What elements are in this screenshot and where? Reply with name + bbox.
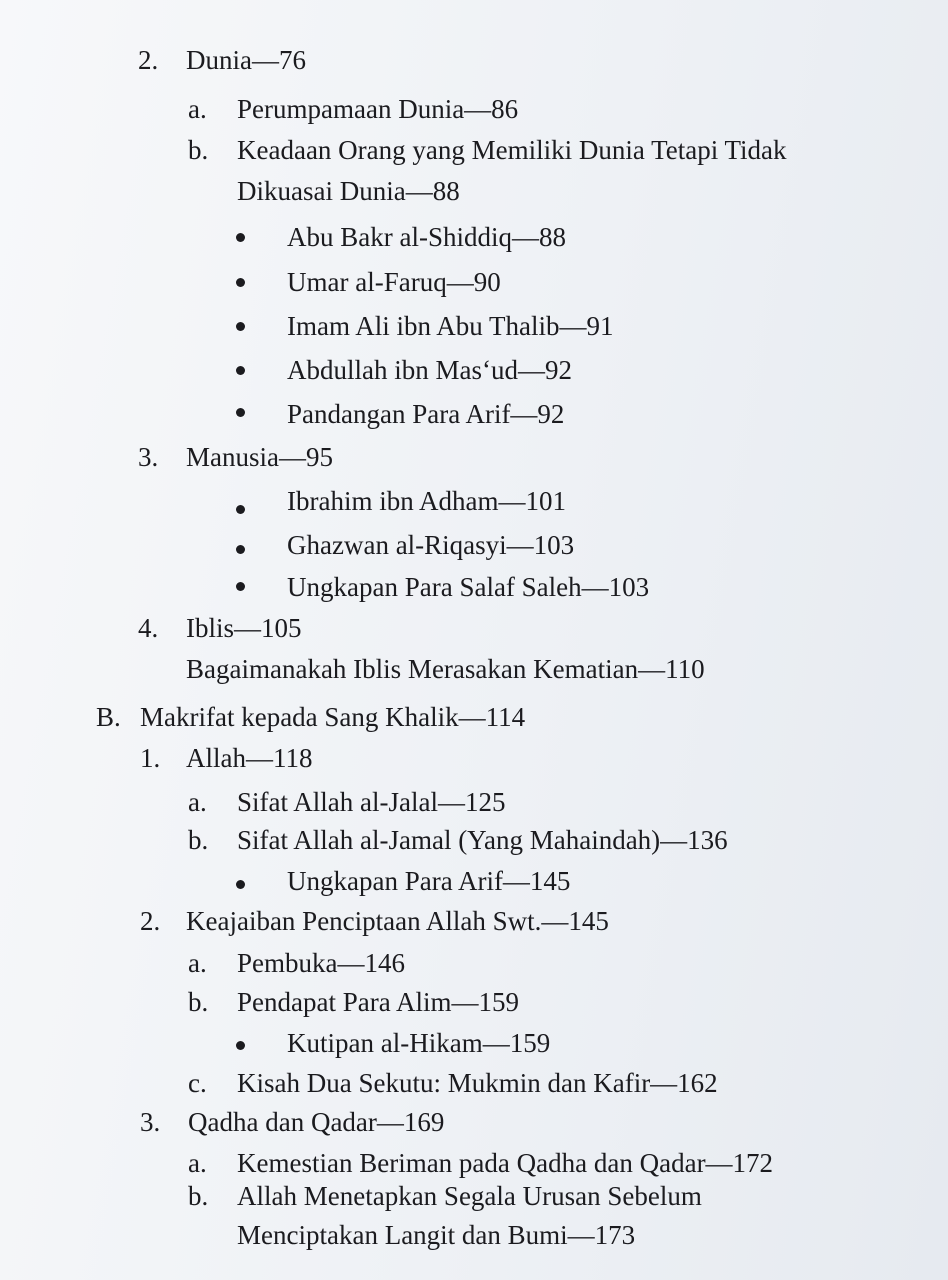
toc-entry: Pendapat Para Alim—159 [237, 987, 519, 1017]
toc-entry: Ungkapan Para Arif—145 [287, 866, 571, 896]
toc-entry: Perumpamaan Dunia—86 [237, 94, 519, 124]
bullet-icon [236, 408, 245, 417]
toc-entry: Ibrahim ibn Adham—101 [287, 486, 566, 516]
toc-number: 4. [138, 613, 159, 643]
bullet-icon [236, 880, 245, 889]
toc-number: 2. [140, 906, 161, 936]
bullet-icon [236, 233, 245, 242]
toc-entry: Pembuka—146 [237, 948, 405, 978]
toc-entry: Allah Menetapkan Segala Urusan Sebelum [237, 1181, 702, 1211]
bullet-icon [236, 505, 245, 514]
toc-letter: b. [188, 1181, 209, 1211]
toc-entry-allah: Allah—118 [186, 743, 313, 773]
toc-number: 3. [138, 442, 159, 472]
bullet-icon [236, 322, 245, 331]
toc-section-makrifat: Makrifat kepada Sang Khalik—114 [140, 702, 526, 732]
toc-entry-iblis: Iblis—105 [186, 613, 302, 643]
toc-letter: b. [188, 825, 209, 855]
toc-entry-dunia: Dunia—76 [186, 45, 306, 75]
toc-entry: Kemestian Beriman pada Qadha dan Qadar—172 [237, 1148, 774, 1178]
toc-letter: a. [188, 1148, 207, 1178]
toc-entry-continuation: Dikuasai Dunia—88 [237, 176, 460, 206]
toc-section-letter: B. [96, 702, 121, 732]
toc-entry: Sifat Allah al-Jalal—125 [237, 787, 506, 817]
toc-entry: Kisah Dua Sekutu: Mukmin dan Kafir—162 [237, 1068, 718, 1098]
toc-letter: a. [188, 94, 207, 124]
toc-letter: c. [188, 1068, 207, 1098]
toc-entry: Pandangan Para Arif—92 [287, 399, 565, 429]
toc-entry: Abu Bakr al-Shiddiq—88 [287, 222, 566, 252]
toc-letter: a. [188, 787, 207, 817]
bullet-icon [236, 278, 245, 287]
bullet-icon [236, 545, 245, 554]
toc-number: 3. [140, 1107, 161, 1137]
bullet-icon [236, 366, 245, 375]
toc-letter: b. [188, 987, 209, 1017]
toc-entry: Ungkapan Para Salaf Saleh—103 [287, 572, 650, 602]
toc-letter: a. [188, 948, 207, 978]
toc-entry: Sifat Allah al-Jamal (Yang Mahaindah)—136 [237, 825, 728, 855]
toc-entry: Imam Ali ibn Abu Thalib—91 [287, 311, 614, 341]
toc-entry: Keadaan Orang yang Memiliki Dunia Tetapi Tidak [237, 135, 787, 165]
toc-number: 2. [138, 45, 159, 75]
toc-letter: b. [188, 135, 209, 165]
toc-entry: Ghazwan al-Riqasyi—103 [287, 530, 575, 560]
toc-entry: Abdullah ibn Mas‘ud—92 [287, 355, 572, 385]
toc-entry-qadha: Qadha dan Qadar—169 [188, 1107, 445, 1137]
toc-entry: Umar al-Faruq—90 [287, 267, 501, 297]
toc-number: 1. [140, 743, 161, 773]
bullet-icon [236, 582, 245, 591]
toc-entry-keajaiban: Keajaiban Penciptaan Allah Swt.—145 [186, 906, 609, 936]
toc-entry-continuation: Menciptakan Langit dan Bumi—173 [237, 1220, 636, 1250]
toc-entry: Bagaimanakah Iblis Merasakan Kematian—110 [186, 654, 705, 684]
toc-entry-manusia: Manusia—95 [186, 442, 333, 472]
bullet-icon [236, 1041, 245, 1050]
toc-entry: Kutipan al-Hikam—159 [287, 1028, 551, 1058]
